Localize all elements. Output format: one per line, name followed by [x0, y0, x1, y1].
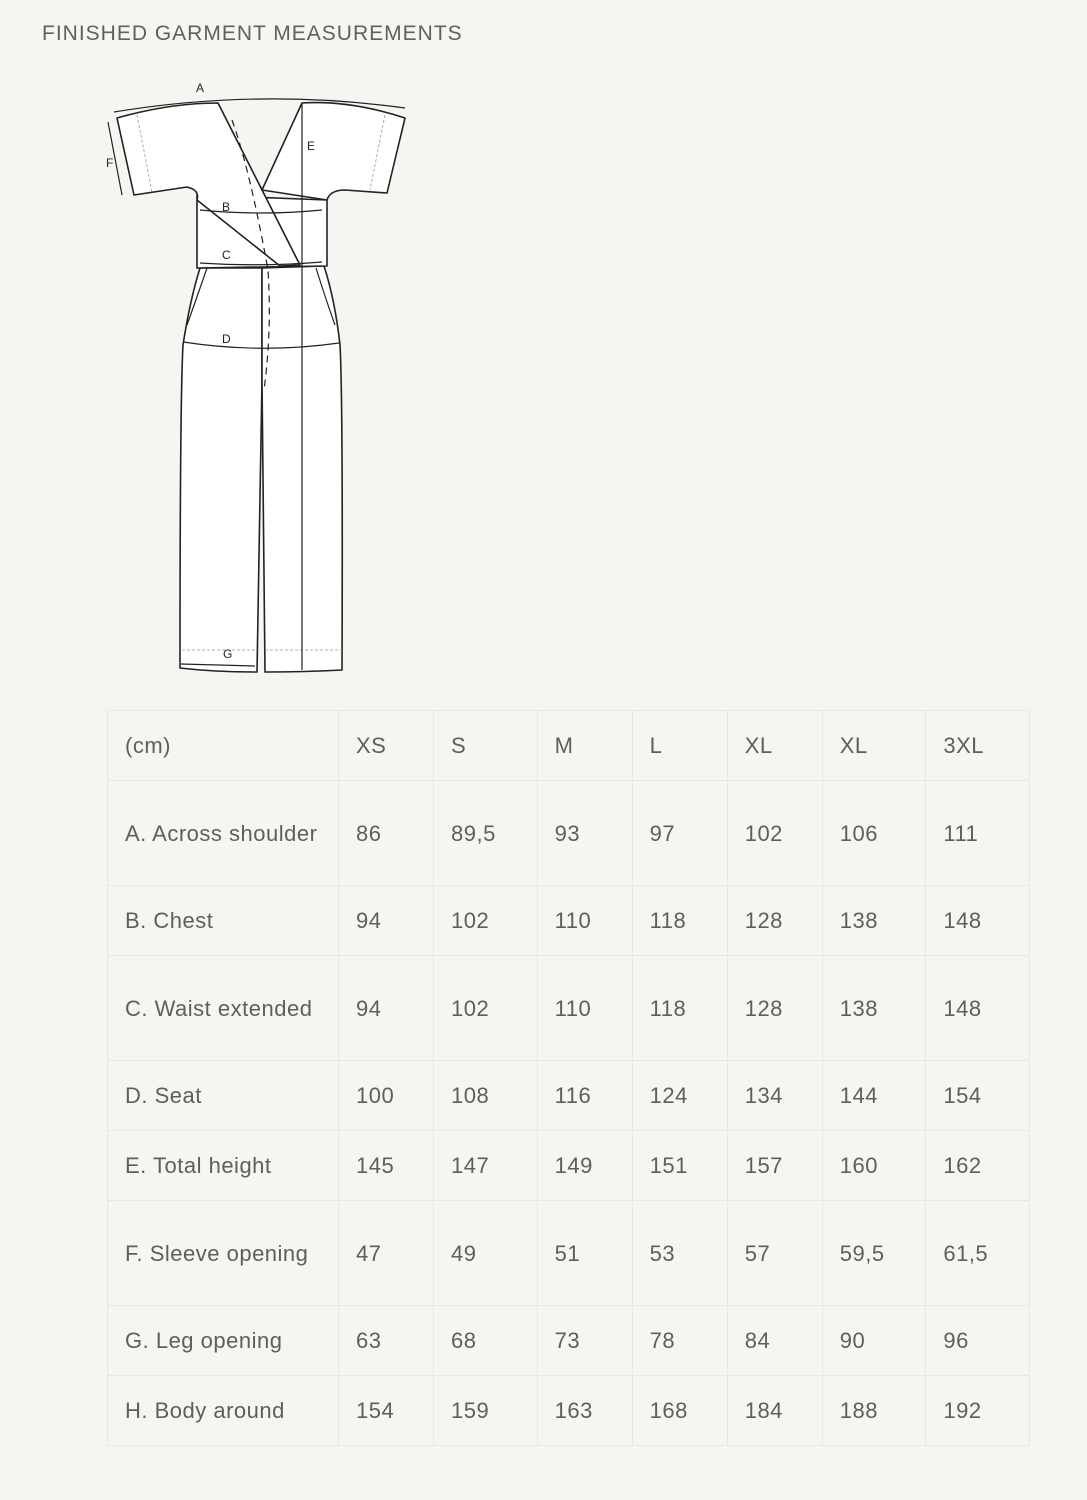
- cell: 138: [822, 956, 926, 1061]
- row-label: F. Sleeve opening: [108, 1201, 339, 1306]
- cell: 160: [822, 1131, 926, 1201]
- table-row: [108, 1131, 1030, 1201]
- cell: 157: [727, 1131, 822, 1201]
- cell: 192: [926, 1376, 1030, 1446]
- table-row: [108, 1061, 1030, 1131]
- diagram-label-a: A: [196, 81, 205, 95]
- diagram-label-b: B: [222, 200, 231, 214]
- cell: 47: [339, 1201, 434, 1306]
- header-size: L: [632, 711, 727, 781]
- cell: 188: [822, 1376, 926, 1446]
- cell: 93: [537, 781, 632, 886]
- cell: 116: [537, 1061, 632, 1131]
- table-row: [108, 1306, 1030, 1376]
- cell: 63: [339, 1306, 434, 1376]
- header-size: 3XL: [926, 711, 1030, 781]
- row-label: A. Across shoulder: [108, 781, 339, 886]
- cell: 110: [537, 956, 632, 1061]
- header-size: XS: [339, 711, 434, 781]
- row-label: C. Waist extended: [108, 956, 339, 1061]
- diagram-label-e: E: [307, 139, 316, 153]
- row-label: B. Chest: [108, 886, 339, 956]
- cell: 53: [632, 1201, 727, 1306]
- cell: 134: [727, 1061, 822, 1131]
- table-header-row: [108, 711, 1030, 781]
- cell: 128: [727, 956, 822, 1061]
- cell: 86: [339, 781, 434, 886]
- cell: 102: [434, 956, 538, 1061]
- table-row: [108, 1376, 1030, 1446]
- header-size: S: [434, 711, 538, 781]
- cell: 68: [434, 1306, 538, 1376]
- cell: 106: [822, 781, 926, 886]
- table-row: [108, 781, 1030, 886]
- cell: 90: [822, 1306, 926, 1376]
- row-label: G. Leg opening: [108, 1306, 339, 1376]
- cell: 184: [727, 1376, 822, 1446]
- table-row: [108, 956, 1030, 1061]
- cell: 94: [339, 956, 434, 1061]
- table-row: [108, 886, 1030, 956]
- cell: 49: [434, 1201, 538, 1306]
- cell: 154: [926, 1061, 1030, 1131]
- row-label: D. Seat: [108, 1061, 339, 1131]
- cell: 144: [822, 1061, 926, 1131]
- header-size: M: [537, 711, 632, 781]
- cell: 100: [339, 1061, 434, 1131]
- cell: 162: [926, 1131, 1030, 1201]
- cell: 97: [632, 781, 727, 886]
- cell: 59,5: [822, 1201, 926, 1306]
- measurements-table: [107, 710, 1030, 1446]
- cell: 149: [537, 1131, 632, 1201]
- cell: 89,5: [434, 781, 538, 886]
- cell: 128: [727, 886, 822, 956]
- header-size: XL: [727, 711, 822, 781]
- cell: 61,5: [926, 1201, 1030, 1306]
- cell: 118: [632, 886, 727, 956]
- cell: 124: [632, 1061, 727, 1131]
- cell: 151: [632, 1131, 727, 1201]
- cell: 147: [434, 1131, 538, 1201]
- cell: 118: [632, 956, 727, 1061]
- header-unit: (cm): [108, 711, 339, 781]
- cell: 148: [926, 886, 1030, 956]
- cell: 145: [339, 1131, 434, 1201]
- cell: 57: [727, 1201, 822, 1306]
- jumpsuit-technical-diagram: [100, 75, 420, 685]
- diagram-label-g: G: [223, 647, 233, 661]
- cell: 94: [339, 886, 434, 956]
- header-size: XL: [822, 711, 926, 781]
- row-label: E. Total height: [108, 1131, 339, 1201]
- cell: 163: [537, 1376, 632, 1446]
- cell: 110: [537, 886, 632, 956]
- diagram-label-c: C: [222, 248, 231, 262]
- row-label: H. Body around: [108, 1376, 339, 1446]
- cell: 159: [434, 1376, 538, 1446]
- cell: 111: [926, 781, 1030, 886]
- cell: 102: [727, 781, 822, 886]
- cell: 168: [632, 1376, 727, 1446]
- cell: 78: [632, 1306, 727, 1376]
- diagram-label-d: D: [222, 332, 231, 346]
- cell: 108: [434, 1061, 538, 1131]
- cell: 138: [822, 886, 926, 956]
- cell: 154: [339, 1376, 434, 1446]
- cell: 102: [434, 886, 538, 956]
- table-row: [108, 1201, 1030, 1306]
- cell: 84: [727, 1306, 822, 1376]
- cell: 73: [537, 1306, 632, 1376]
- cell: 96: [926, 1306, 1030, 1376]
- cell: 148: [926, 956, 1030, 1061]
- diagram-label-f: F: [106, 156, 114, 170]
- page-title: FINISHED GARMENT MEASUREMENTS: [42, 22, 463, 45]
- cell: 51: [537, 1201, 632, 1306]
